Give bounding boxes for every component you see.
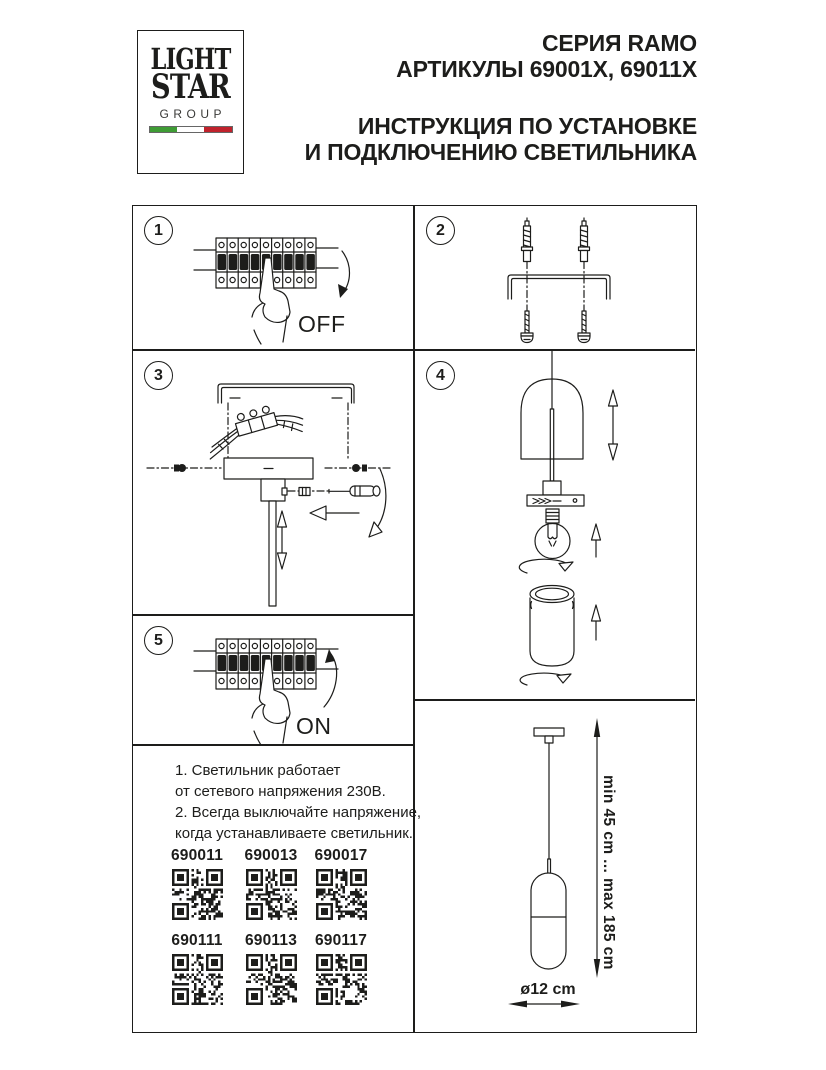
logo-flag: [149, 126, 233, 133]
on-label: ON: [296, 713, 332, 739]
note-line-4: когда устанавливаете светильник.: [175, 825, 413, 842]
step-number-1: 1: [144, 216, 173, 245]
qr-code: [240, 869, 302, 920]
qr-article-label: 690113: [244, 932, 298, 949]
height-range-label: min 45 cm ... max 185 cm: [600, 775, 617, 970]
logo-word-star: STAR: [151, 67, 230, 107]
breaker-off-illustration: [133, 206, 413, 349]
qr-cell: [310, 847, 372, 920]
breaker-on-illustration: [133, 616, 413, 744]
logo-word-light: LIGHT: [150, 42, 231, 76]
instruction-title-line1: ИНСТРУКЦИЯ ПО УСТАНОВКЕ: [357, 113, 697, 139]
qr-code: [310, 869, 372, 920]
instruction-grid: [132, 205, 697, 1033]
notes-and-qr-panel: [133, 746, 422, 1031]
qr-code: [310, 954, 372, 1005]
qr-article-label: 690117: [314, 932, 368, 949]
step-5-panel: [133, 616, 413, 744]
qr-code: [166, 869, 228, 920]
mounting-hardware-illustration: [415, 206, 695, 349]
qr-code: [166, 954, 228, 1005]
qr-article-label: 690017: [314, 847, 368, 864]
instruction-title-line2: И ПОДКЛЮЧЕНИЮ СВЕТИЛЬНИКА: [304, 139, 697, 165]
qr-cell: [310, 932, 372, 1005]
header: [305, 30, 697, 165]
off-label: OFF: [298, 311, 346, 337]
qr-article-label: 690111: [171, 932, 223, 949]
note-line-2: от сетевого напряжения 230В.: [175, 783, 386, 800]
dimensions-panel: [415, 701, 695, 1031]
step-number-2: 2: [426, 216, 455, 245]
note-line-3: 2. Всегда выключайте напряжение,: [175, 804, 422, 821]
note-line-1: 1. Светильник работает: [175, 762, 341, 779]
qr-article-label: 690011: [170, 847, 224, 864]
logo-word-group: GROUP: [159, 107, 226, 121]
step-4-panel: [415, 351, 695, 699]
qr-code: [240, 954, 302, 1005]
step-3-panel: [133, 351, 413, 614]
diameter-label: ø12 cm: [520, 981, 576, 998]
step-number-3: 3: [144, 361, 173, 390]
series-title: СЕРИЯ RAMO: [541, 30, 697, 56]
qr-cell: [166, 932, 228, 1005]
articles-title: АРТИКУЛЫ 69001X, 69011X: [396, 56, 697, 82]
step-number-5: 5: [144, 626, 173, 655]
step-number-4: 4: [426, 361, 455, 390]
qr-cell: [240, 932, 302, 1005]
step-2-panel: [415, 206, 695, 349]
canopy-wiring-illustration: [133, 351, 413, 614]
qr-cell: [240, 847, 302, 920]
step-1-panel: [133, 206, 413, 349]
qr-cell: [166, 847, 228, 920]
brand-logo: [137, 30, 244, 174]
qr-article-label: 690013: [244, 847, 298, 864]
pendant-assembly-illustration: [415, 351, 695, 699]
